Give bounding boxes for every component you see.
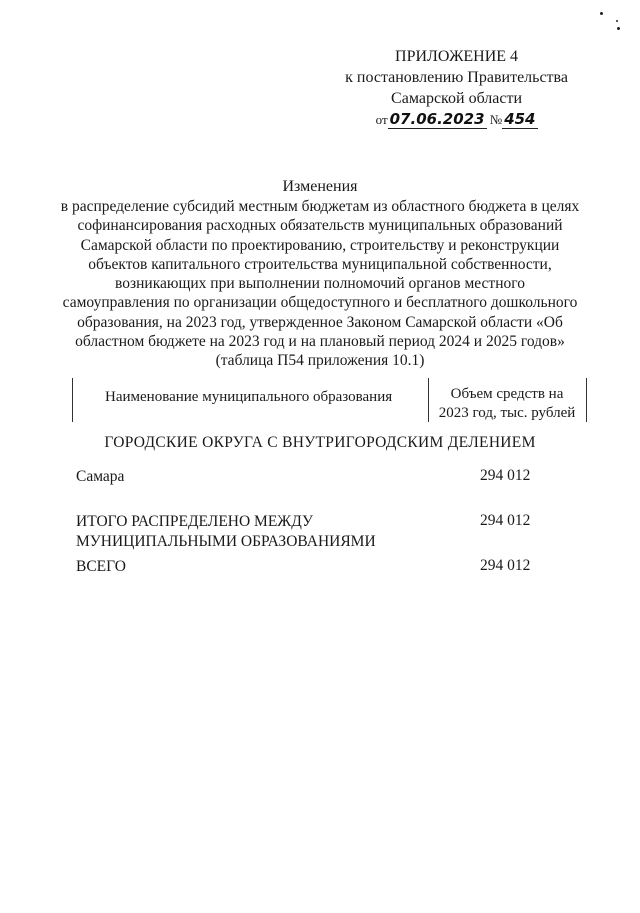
table-column-divider [428,378,429,422]
scan-speck [600,12,603,15]
appendix-line-1: к постановлению Правительства [345,69,568,86]
order-prefix: от [375,112,388,127]
order-date: 07.06.2023 [389,110,485,128]
appendix-block [345,46,568,130]
total-label-line-2: МУНИЦИПАЛЬНЫМИ ОБРАЗОВАНИЯМИ [76,533,376,550]
column-header-name: Наименование муниципального образования [105,389,393,405]
order-number: 454 [504,110,536,128]
column-header-amount [432,385,582,423]
total-label-line-1: ИТОГО РАСПРЕДЕЛЕНО МЕЖДУ [76,513,313,530]
table-right-border [586,378,587,422]
table-row-total-label [76,512,376,552]
column-header-amount-line-2: 2023 год, тыс. рублей [438,405,576,421]
table-row-grand-total-label: ВСЕГО [76,558,126,575]
scan-speck [617,27,620,30]
table-row-total-amount: 294 012 [480,512,531,529]
appendix-line-2: Самарской области [391,90,523,107]
document-description: в распределение субсидий местным бюджетам из областного бюджета в целях софинансирования расходных обязательств муниципальных образований Самарской области по проектированию, строительству и реконструкции объектов капитального строительства муниципальной собственности, возникающих при выполнении полномочий органов местного самоуправления по организации общедоступного и бесплатного дошкольного образования, на 2023 год, утвержденное Законом Самарской области «Об областном бюджете на 2023 год и на плановый период 2024 и 2025 годов» (таблица П54 приложения 10.1) [60,198,580,370]
document-title: Изменения [282,178,358,195]
table-row-grand-total-amount: 294 012 [480,557,531,574]
table-row-name: Самара [76,468,125,485]
scan-speck [616,20,618,22]
appendix-title: ПРИЛОЖЕНИЕ 4 [395,48,519,65]
column-header-amount-line-1: Объем средств на [450,386,564,402]
order-number-sign: № [489,112,503,127]
table-row-amount: 294 012 [480,467,531,484]
order-reference [345,109,568,130]
section-heading: ГОРОДСКИЕ ОКРУГА С ВНУТРИГОРОДСКИМ ДЕЛЕНИЕМ [104,434,536,451]
table-left-border [72,378,73,422]
